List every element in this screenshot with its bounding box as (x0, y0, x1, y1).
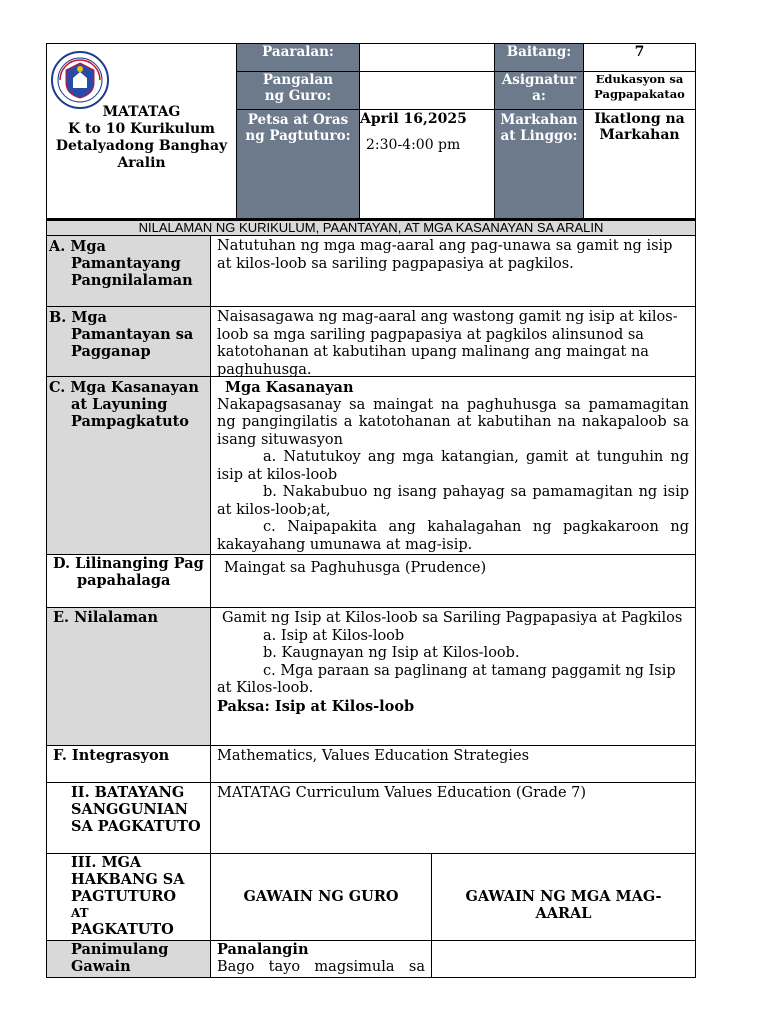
row-f-label-text: F. Integrasyon (53, 747, 170, 764)
row-e-item-b: b. Kaugnayan ng Isip at Kilos-loob. (263, 645, 520, 661)
row-ii-content: MATATAG Curriculum Values Education (Grade 7) (210, 782, 696, 854)
deped-seal (50, 50, 110, 110)
col-gawain-mag-aaral: GAWAIN NG MGA MAG-AARAL (431, 853, 696, 941)
pangalan-value (359, 71, 495, 110)
petsa-time: 2:30-4:00 pm (366, 137, 461, 153)
baitang-value: 7 (583, 43, 696, 72)
row-b-content: Naisasagawa ng mag-aaral ang wastong gamit ng isip at kilos-loob sa mga sariling pagpapasiya at pagkilos alinsunod sa katotohanan at kabutihan upang malinang ang maingat na paghuhusga. (210, 306, 696, 377)
row-a-content: Natutuhan ng mga mag-aaral ang pag-unawa sa gamit ng isip at kilos-loob sa sariling pagpapasiya at pagkilos. (210, 235, 696, 307)
row-c-text: Nakapagsasanay sa maingat na paghuhusga sa pamamagitan ng pangingilatis a katotohanan at kabutihan na nakapaloob sa isang situwasyon (217, 396, 689, 448)
row-iii-label (46, 853, 211, 941)
row-pan-label (46, 940, 211, 978)
title-line-3: Detalyadong Banghay (55, 138, 228, 154)
row-d-label (46, 554, 211, 608)
col-gawain-guro: GAWAIN NG GURO (210, 853, 432, 941)
title-line-2: K to 10 Kurikulum (68, 121, 215, 137)
baitang-label: Baitang: (494, 43, 584, 72)
row-c-item-c: c. Naipapakita ang kahalagahan ng pagkakaroon ng kakayahang umunawa at mag-isip. (217, 519, 689, 553)
row-ii-label-text: II. BATAYANG SANGGUNIAN SA PAGKATUTO (71, 784, 201, 835)
row-iii-label-text-1: III. MGA HAKBANG SA PAGTUTURO (71, 854, 185, 905)
row-iii-label-text-2: PAGKATUTO (71, 921, 174, 938)
row-pan-label-text: Panimulang Gawain (71, 941, 169, 975)
row-pan-guro (210, 940, 432, 978)
row-b-label (46, 306, 211, 377)
title-line-1: MATATAG (102, 104, 181, 120)
row-a-label-text: A. Mga Pamantayang Pangnilalaman (49, 238, 193, 289)
row-e-item-c: c. Mga paraan sa paglinang at tamang paggamit ng Isip at Kilos-loob. (217, 662, 676, 696)
row-b-label-text: B. Mga Pamantayan sa Pagganap (49, 309, 194, 360)
row-pan-mag (431, 940, 696, 978)
petsa-label: Petsa at Oras ng Pagtuturo: (236, 109, 360, 219)
asignatura-label: Asignatura: (494, 71, 584, 110)
row-e-item-a: a. Isip at Kilos-loob (263, 627, 405, 644)
paaralan-value (359, 43, 495, 72)
header-title (46, 104, 237, 172)
markahan-label: Markahan at Linggo: (494, 109, 584, 219)
row-e-text: Gamit ng Isip at Kilos-loob sa Sariling Pagpapasiya at Pagkilos (222, 610, 683, 626)
row-pan-text: Bago tayo magsimula sa (217, 958, 425, 975)
row-c-item-b: b. Nakabubuo ng isang pahayag sa pamamagitan ng isip at kilos-loob;at, (217, 484, 689, 518)
section-title: NILALAMAN NG KURIKULUM, PAANTAYAN, AT MGA KASANAYAN SA ARALIN (46, 218, 696, 236)
row-d-label-text: D. Lilinanging Pagpapahalaga (53, 555, 204, 589)
row-e-paksa: Paksa: Isip at Kilos-loob (217, 697, 415, 715)
row-c-label (46, 376, 211, 555)
row-e-label-text: E. Nilalaman (53, 609, 158, 626)
row-c-item-a: a. Natutukoy ang mga katangian, gamit at tunguhin ng isip at kilos-loob (217, 449, 689, 483)
petsa-date: April 16,2025 (360, 111, 467, 127)
row-f-content: Mathematics, Values Education Strategies (210, 745, 696, 783)
row-d-content: Maingat sa Paghuhusga (Prudence) (210, 554, 696, 608)
row-c-content (210, 376, 696, 555)
row-iii-label-at: AT (71, 906, 89, 920)
row-ii-label (46, 782, 211, 854)
row-e-label (46, 607, 211, 746)
markahan-value: Ikatlong na Markahan (583, 109, 696, 219)
pangalan-label: Pangalan ng Guro: (236, 71, 360, 110)
asignatura-value: Edukasyon sa Pagpapakatao (583, 71, 696, 110)
petsa-cell (359, 109, 495, 219)
row-c-heading: Mga Kasanayan (225, 379, 354, 396)
title-line-4: Aralin (117, 155, 166, 171)
row-e-content (210, 607, 696, 746)
paaralan-label: Paaralan: (236, 43, 360, 72)
row-a-label (46, 235, 211, 307)
row-f-label (46, 745, 211, 783)
row-c-label-text: C. Mga Kasanayan at Layuning Pampagkatuto (49, 379, 199, 430)
row-pan-heading: Panalangin (217, 941, 309, 958)
